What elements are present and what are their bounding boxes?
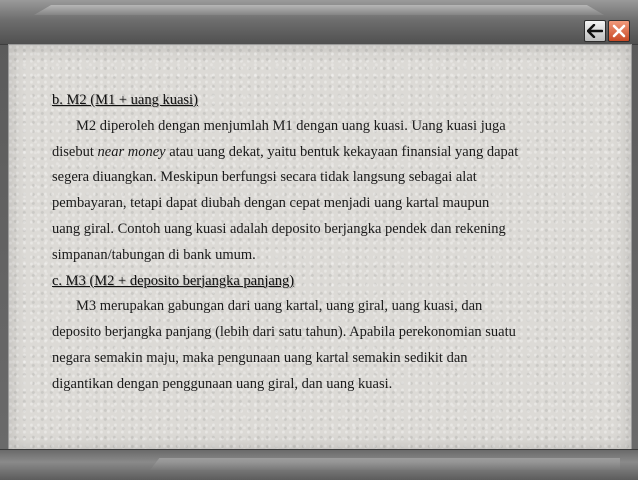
title-bar	[0, 0, 638, 45]
bottom-bar-bevel	[150, 458, 620, 470]
back-button[interactable]	[584, 20, 606, 42]
paragraph-line: deposito berjangka panjang (lebih dari satu tahun). Apabila perekonomian suatu	[52, 324, 516, 341]
text-run: atau uang dekat, yaitu bentuk kekayaan finansial yang dapat	[165, 143, 519, 160]
paragraph-line: uang giral. Contoh uang kuasi adalah deposito berjangka pendek dan rekening	[52, 220, 506, 237]
paragraph-line: simpanan/tabungan di bank umum.	[52, 246, 256, 263]
paragraph-line: negara semakin maju, maka pengunaan uang kartal semakin sedikit dan	[52, 349, 468, 366]
slide-text	[52, 88, 592, 398]
heading-m2: b. M2 (M1 + uang kuasi)	[52, 92, 198, 108]
title-bar-bevel	[34, 5, 604, 15]
arrow-left-icon	[587, 24, 603, 38]
close-x-icon	[612, 24, 626, 38]
paragraph-line: M3 merupakan gabungan dari uang kartal, uang giral, uang kuasi, dan	[76, 298, 483, 315]
paragraph-line: digantikan dengan penggunaan uang giral, dan uang kuasi.	[52, 375, 393, 392]
paragraph-line: M2 diperoleh dengan menjumlah M1 dengan uang kuasi. Uang kuasi juga	[76, 117, 506, 134]
paragraph-line: pembayaran, tetapi dapat diubah dengan cepat menjadi uang kartal maupun	[52, 195, 490, 212]
italic-term: near money	[97, 143, 166, 160]
close-button[interactable]	[608, 20, 630, 42]
heading-m3: c. M3 (M2 + deposito berjangka panjang)	[52, 272, 295, 289]
paragraph-line: segera diuangkan. Meskipun berfungsi secara tidak langsung sebagai alat	[52, 169, 477, 186]
bottom-bar	[0, 449, 638, 480]
text-run: disebut	[52, 143, 98, 160]
paragraph-line	[52, 140, 592, 166]
